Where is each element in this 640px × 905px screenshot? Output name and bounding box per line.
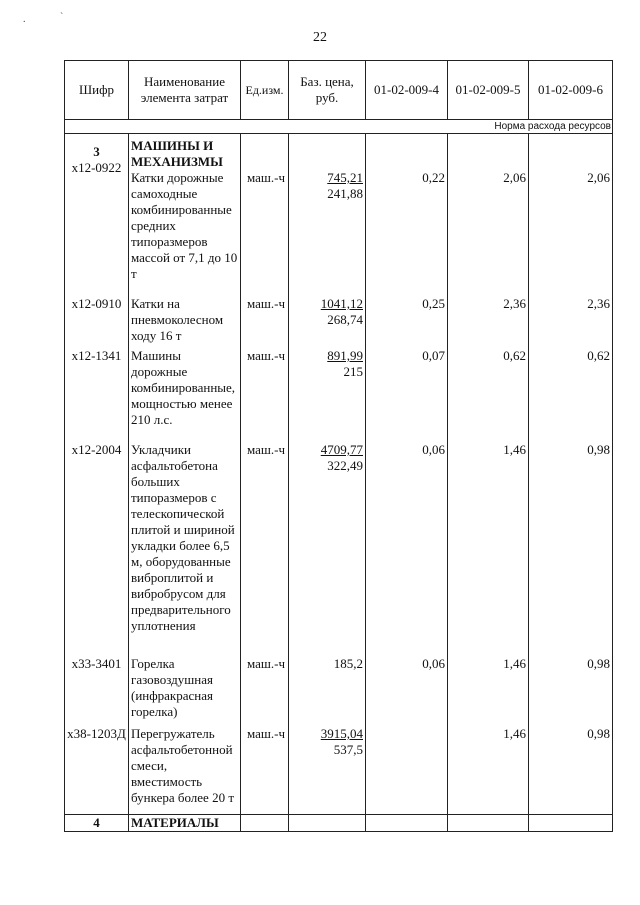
header-01-02-009-6: 01-02-009-6 <box>529 61 613 120</box>
row-price-total: 891,99 <box>327 348 363 363</box>
section-number: 4 <box>65 815 129 832</box>
row-norm-01-02-009-4: 0,25 <box>366 282 448 344</box>
row-name: Перегружатель асфальтобетонной смеси, вместимость бункера более 20 т <box>129 720 241 815</box>
header-01-02-009-5: 01-02-009-5 <box>448 61 529 120</box>
row-name: Машины дорожные комбинированные, мощностью менее 210 л.с. <box>129 344 241 428</box>
table-row <box>65 634 613 720</box>
row-unit: маш.-ч <box>241 634 289 720</box>
row-price-total: 1041,12 <box>320 296 363 311</box>
row-norm-01-02-009-5: 0,62 <box>448 344 529 428</box>
norm-caption: Норма расхода ресурсов <box>65 120 613 134</box>
table-row <box>65 428 613 634</box>
header-price: Баз. цена, руб. <box>289 61 366 120</box>
row-norm-01-02-009-4: 0,22 <box>422 170 445 185</box>
row-price-wage: 268,74 <box>327 312 363 327</box>
row-name: Укладчики асфальтобетона больших типоразмеров с телескопической плитой и шириной укладки более 6,5 м, оборудованные виброплитой и вибробрусом для предварительного уплотнения <box>129 428 241 634</box>
row-norm-01-02-009-5: 1,46 <box>448 428 529 634</box>
row-name: Катки на пневмоколесном ходу 16 т <box>129 282 241 344</box>
row-norm-01-02-009-5: 1,46 <box>448 634 529 720</box>
row-price-total: 745,21 <box>327 170 363 185</box>
section-title: МАШИНЫ И МЕХАНИЗМЫ <box>131 138 223 169</box>
row-norm-01-02-009-5: 1,46 <box>448 720 529 815</box>
row-code: х38-1203Д <box>65 720 129 815</box>
row-code: х12-2004 <box>65 428 129 634</box>
row-norm-01-02-009-6: 0,98 <box>529 634 613 720</box>
header-code: Шифр <box>65 61 129 120</box>
row-price-wage: 537,5 <box>333 742 363 757</box>
section-number: 3 <box>93 144 100 159</box>
row-norm-01-02-009-6: 2,06 <box>587 170 610 185</box>
row-norm-01-02-009-4: 0,07 <box>366 344 448 428</box>
row-unit: маш.-ч <box>241 428 289 634</box>
row-norm-01-02-009-6: 0,62 <box>529 344 613 428</box>
row-unit: маш.-ч <box>241 344 289 428</box>
table-header-row <box>65 61 613 120</box>
header-name: Наименование элемента затрат <box>129 61 241 120</box>
row-name: Катки дорожные самоходные комбинированные средних типоразмеров массой от 7,1 до 10 т <box>131 170 238 281</box>
table-row <box>65 344 613 428</box>
row-code: х12-1341 <box>65 344 129 428</box>
table-row <box>65 720 613 815</box>
row-norm-01-02-009-6: 0,98 <box>529 720 613 815</box>
row-norm-01-02-009-6: 0,98 <box>529 428 613 634</box>
row-norm-01-02-009-6: 2,36 <box>529 282 613 344</box>
row-price-total: 185,2 <box>333 656 363 671</box>
row-code: х12-0922 <box>71 160 122 175</box>
resource-cost-table <box>64 60 613 832</box>
row-norm-01-02-009-4: 0,06 <box>366 428 448 634</box>
table-row <box>65 282 613 344</box>
row-name: Горелка газовоздушная (инфракрасная горелка) <box>129 634 241 720</box>
row-price-wage: 322,49 <box>327 458 363 473</box>
row-norm-01-02-009-5: 2,36 <box>448 282 529 344</box>
page-number: 22 <box>313 30 327 45</box>
row-price-total: 4709,77 <box>320 442 363 457</box>
row-unit: маш.-ч <box>241 720 289 815</box>
scan-speck: ` <box>60 12 64 23</box>
row-price-wage: 215 <box>343 364 363 379</box>
row-price-total: 3915,04 <box>320 726 363 741</box>
scan-speck: . <box>23 14 26 25</box>
row-norm-01-02-009-4: 0,06 <box>366 634 448 720</box>
row-norm-01-02-009-5: 2,06 <box>503 170 526 185</box>
row-code: х33-3401 <box>65 634 129 720</box>
header-unit: Ед.изм. <box>241 61 289 120</box>
row-norm-01-02-009-4 <box>366 720 448 815</box>
row-code: х12-0910 <box>65 282 129 344</box>
header-01-02-009-4: 01-02-009-4 <box>366 61 448 120</box>
section-title: МАТЕРИАЛЫ <box>129 815 241 832</box>
norm-caption-row <box>65 120 613 134</box>
row-unit: маш.-ч <box>241 282 289 344</box>
row-price-wage: 241,88 <box>327 186 363 201</box>
section-materials-row <box>65 815 613 832</box>
table-row <box>65 134 613 283</box>
row-unit: маш.-ч <box>247 170 286 185</box>
